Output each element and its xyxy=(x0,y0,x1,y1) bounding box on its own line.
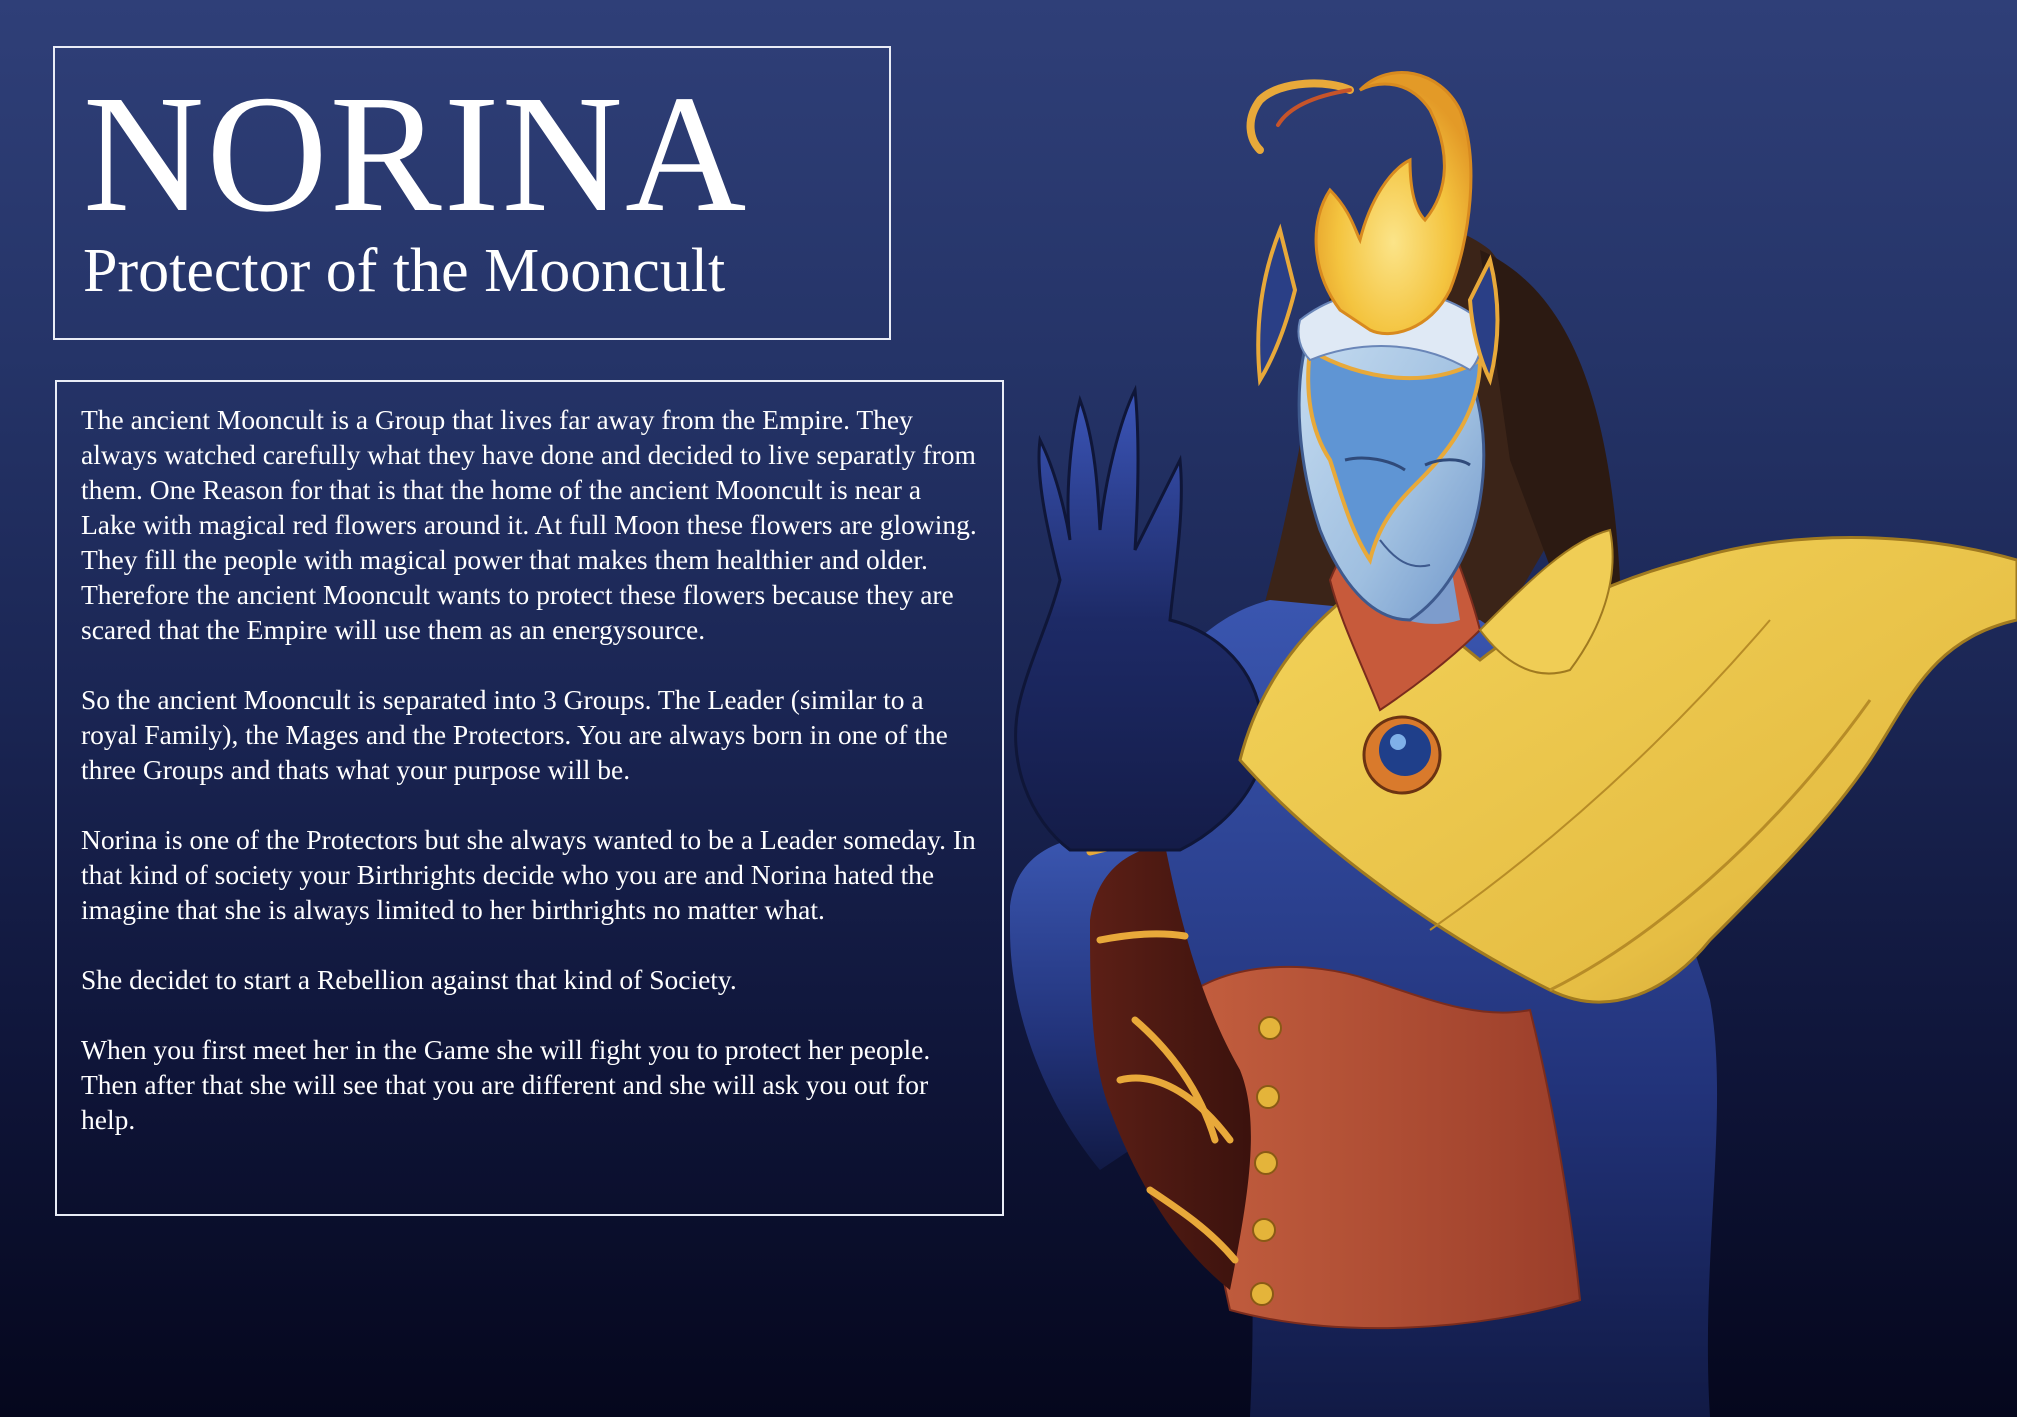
description-frame xyxy=(55,380,1004,1216)
description-paragraph: When you first meet her in the Game she will fight you to protect her people. Then after that she will see that you are different and she will ask you out for help. xyxy=(81,1034,931,1135)
flame-crest xyxy=(1316,73,1471,334)
description-paragraph: The ancient Mooncult is a Group that lives far away from the Empire. They always watched carefully what they have done and decided to live separatly from them. One Reason for that is that the home of the ancient Mooncult is near a Lake with magical red flowers around it. At full Moon these flowers are glowing. They fill the people with magical power that makes them healthier and older. Therefore the ancient Mooncult wants to protect these flowers because they are scared that the Empire will use them as an energysource. xyxy=(81,404,977,645)
character-illustration xyxy=(1010,60,2017,1417)
description-paragraph: So the ancient Mooncult is separated into 3 Groups. The Leader (similar to a royal Family), the Mages and the Protectors. You are always born in one of the three Groups and thats what your purpose will be. xyxy=(81,684,948,785)
character-subtitle: Protector of the Mooncult xyxy=(83,237,726,305)
description-paragraph: Norina is one of the Protectors but she always wanted to be a Leader someday. In that kind of society your Birthrights decide who you are and Norina hated the imagine that she is always limited to her birthrights no matter what. xyxy=(81,824,976,925)
description-paragraph: She decidet to start a Rebellion against that kind of Society. xyxy=(81,964,737,995)
character-name: NORINA xyxy=(83,61,749,247)
title-frame xyxy=(53,46,891,340)
